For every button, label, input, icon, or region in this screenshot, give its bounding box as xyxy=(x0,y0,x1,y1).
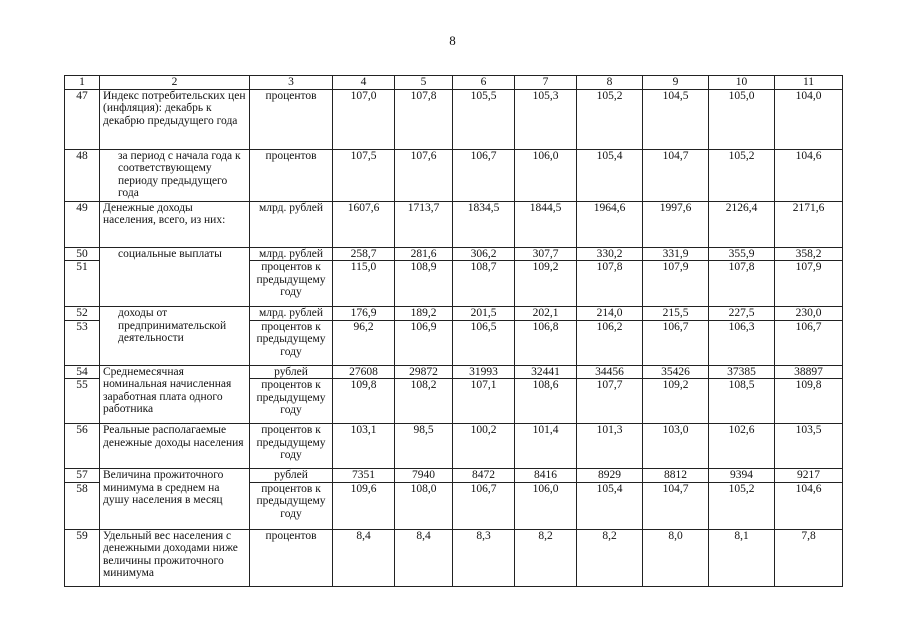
value-cell: 109,8 xyxy=(333,379,395,424)
value-cell: 104,6 xyxy=(775,149,843,201)
value-cell: 105,0 xyxy=(709,89,775,149)
value-cell: 330,2 xyxy=(577,247,643,261)
value-cell: 109,6 xyxy=(333,482,395,529)
unit-cell: процентов к предыдущему году xyxy=(250,320,333,365)
value-cell: 106,9 xyxy=(395,320,453,365)
value-cell: 27608 xyxy=(333,365,395,379)
value-cell: 106,7 xyxy=(775,320,843,365)
table-row xyxy=(65,247,843,261)
value-cell: 258,7 xyxy=(333,247,395,261)
value-cell: 109,2 xyxy=(643,379,709,424)
indicator-cell: доходы от предпринимательской деятельности xyxy=(100,307,250,366)
value-cell: 201,5 xyxy=(453,307,515,321)
value-cell: 109,8 xyxy=(775,379,843,424)
unit-cell: млрд. рублей xyxy=(250,307,333,321)
value-cell: 2171,6 xyxy=(775,201,843,247)
indicator-cell: Реальные располагаемые денежные доходы населения xyxy=(100,424,250,469)
value-cell: 103,0 xyxy=(643,424,709,469)
value-cell: 355,9 xyxy=(709,247,775,261)
row-number-cell: 47 xyxy=(65,89,100,149)
value-cell: 107,5 xyxy=(333,149,395,201)
value-cell: 108,6 xyxy=(515,379,577,424)
header-cell: 1 xyxy=(65,76,100,90)
value-cell: 1713,7 xyxy=(395,201,453,247)
value-cell: 306,2 xyxy=(453,247,515,261)
value-cell: 108,9 xyxy=(395,261,453,307)
value-cell: 105,2 xyxy=(709,149,775,201)
unit-cell: процентов к предыдущему году xyxy=(250,261,333,307)
value-cell: 115,0 xyxy=(333,261,395,307)
value-cell: 105,4 xyxy=(577,149,643,201)
row-number-cell: 58 xyxy=(65,482,100,529)
value-cell: 8,2 xyxy=(577,529,643,586)
table-row xyxy=(65,149,843,201)
value-cell: 101,4 xyxy=(515,424,577,469)
value-cell: 104,6 xyxy=(775,482,843,529)
value-cell: 8929 xyxy=(577,469,643,483)
unit-cell: процентов xyxy=(250,149,333,201)
header-cell: 2 xyxy=(100,76,250,90)
table-row xyxy=(65,365,843,379)
value-cell: 104,7 xyxy=(643,149,709,201)
value-cell: 105,2 xyxy=(577,89,643,149)
table-row xyxy=(65,424,843,469)
value-cell: 108,5 xyxy=(709,379,775,424)
header-cell: 7 xyxy=(515,76,577,90)
value-cell: 1964,6 xyxy=(577,201,643,247)
unit-cell: процентов к предыдущему году xyxy=(250,379,333,424)
row-number-cell: 49 xyxy=(65,201,100,247)
table-row xyxy=(65,201,843,247)
table-row xyxy=(65,307,843,321)
value-cell: 106,0 xyxy=(515,482,577,529)
value-cell: 106,5 xyxy=(453,320,515,365)
value-cell: 108,0 xyxy=(395,482,453,529)
value-cell: 8416 xyxy=(515,469,577,483)
indicator-cell: Денежные доходы населения, всего, из них: xyxy=(100,201,250,247)
value-cell: 106,8 xyxy=(515,320,577,365)
value-cell: 106,7 xyxy=(453,149,515,201)
unit-cell: процентов к предыдущему году xyxy=(250,482,333,529)
value-cell: 109,2 xyxy=(515,261,577,307)
value-cell: 107,7 xyxy=(577,379,643,424)
row-number-cell: 50 xyxy=(65,247,100,261)
value-cell: 104,0 xyxy=(775,89,843,149)
value-cell: 214,0 xyxy=(577,307,643,321)
value-cell: 37385 xyxy=(709,365,775,379)
indicator-cell: Среднемесячная номинальная начисленная заработная плата одного работника xyxy=(100,365,250,424)
header-cell: 8 xyxy=(577,76,643,90)
unit-cell: рублей xyxy=(250,469,333,483)
row-number-cell: 54 xyxy=(65,365,100,379)
header-cell: 6 xyxy=(453,76,515,90)
value-cell: 2126,4 xyxy=(709,201,775,247)
value-cell: 104,7 xyxy=(643,482,709,529)
value-cell: 331,9 xyxy=(643,247,709,261)
value-cell: 107,8 xyxy=(577,261,643,307)
unit-cell: процентов xyxy=(250,89,333,149)
indicator-cell: социальные выплаты xyxy=(100,247,250,307)
indicator-cell: Индекс потребительских цен (инфляция): декабрь к декабрю предыдущего года xyxy=(100,89,250,149)
value-cell: 8,1 xyxy=(709,529,775,586)
unit-cell: млрд. рублей xyxy=(250,201,333,247)
header-cell: 3 xyxy=(250,76,333,90)
value-cell: 358,2 xyxy=(775,247,843,261)
value-cell: 107,8 xyxy=(395,89,453,149)
value-cell: 1607,6 xyxy=(333,201,395,247)
value-cell: 8,4 xyxy=(333,529,395,586)
value-cell: 38897 xyxy=(775,365,843,379)
value-cell: 107,6 xyxy=(395,149,453,201)
header-cell: 11 xyxy=(775,76,843,90)
value-cell: 215,5 xyxy=(643,307,709,321)
value-cell: 34456 xyxy=(577,365,643,379)
value-cell: 9394 xyxy=(709,469,775,483)
value-cell: 32441 xyxy=(515,365,577,379)
statistics-table xyxy=(64,75,843,587)
value-cell: 8,4 xyxy=(395,529,453,586)
value-cell: 104,5 xyxy=(643,89,709,149)
unit-cell: рублей xyxy=(250,365,333,379)
value-cell: 1844,5 xyxy=(515,201,577,247)
header-cell: 9 xyxy=(643,76,709,90)
value-cell: 96,2 xyxy=(333,320,395,365)
row-number-cell: 53 xyxy=(65,320,100,365)
header-cell: 10 xyxy=(709,76,775,90)
value-cell: 107,9 xyxy=(775,261,843,307)
value-cell: 202,1 xyxy=(515,307,577,321)
value-cell: 103,1 xyxy=(333,424,395,469)
value-cell: 107,8 xyxy=(709,261,775,307)
value-cell: 8,0 xyxy=(643,529,709,586)
value-cell: 106,3 xyxy=(709,320,775,365)
value-cell: 106,2 xyxy=(577,320,643,365)
value-cell: 100,2 xyxy=(453,424,515,469)
value-cell: 8,2 xyxy=(515,529,577,586)
header-cell: 4 xyxy=(333,76,395,90)
row-number-cell: 56 xyxy=(65,424,100,469)
value-cell: 7940 xyxy=(395,469,453,483)
value-cell: 8812 xyxy=(643,469,709,483)
indicator-cell: Величина прожиточного минимума в среднем на душу населения в месяц xyxy=(100,469,250,530)
row-number-cell: 48 xyxy=(65,149,100,201)
row-number-cell: 55 xyxy=(65,379,100,424)
value-cell: 7,8 xyxy=(775,529,843,586)
value-cell: 8,3 xyxy=(453,529,515,586)
value-cell: 107,9 xyxy=(643,261,709,307)
unit-cell: процентов к предыдущему году xyxy=(250,424,333,469)
value-cell: 107,0 xyxy=(333,89,395,149)
page-number: 8 xyxy=(449,33,456,48)
row-number-cell: 57 xyxy=(65,469,100,483)
row-number-cell: 51 xyxy=(65,261,100,307)
value-cell: 307,7 xyxy=(515,247,577,261)
value-cell: 281,6 xyxy=(395,247,453,261)
value-cell: 35426 xyxy=(643,365,709,379)
table-row xyxy=(65,89,843,149)
value-cell: 98,5 xyxy=(395,424,453,469)
value-cell: 101,3 xyxy=(577,424,643,469)
value-cell: 8472 xyxy=(453,469,515,483)
value-cell: 108,2 xyxy=(395,379,453,424)
table-row xyxy=(65,529,843,586)
value-cell: 29872 xyxy=(395,365,453,379)
value-cell: 102,6 xyxy=(709,424,775,469)
value-cell: 176,9 xyxy=(333,307,395,321)
header-cell: 5 xyxy=(395,76,453,90)
value-cell: 106,0 xyxy=(515,149,577,201)
value-cell: 105,3 xyxy=(515,89,577,149)
value-cell: 9217 xyxy=(775,469,843,483)
unit-cell: млрд. рублей xyxy=(250,247,333,261)
row-number-cell: 52 xyxy=(65,307,100,321)
indicator-cell: Удельный вес населения с денежными доходами ниже величины прожиточного минимума xyxy=(100,529,250,586)
value-cell: 1997,6 xyxy=(643,201,709,247)
header-row xyxy=(65,76,843,90)
value-cell: 105,5 xyxy=(453,89,515,149)
value-cell: 189,2 xyxy=(395,307,453,321)
indicator-cell: за период с начала года к соответствующему периоду предыдущего года xyxy=(100,149,250,201)
value-cell: 106,7 xyxy=(643,320,709,365)
value-cell: 103,5 xyxy=(775,424,843,469)
value-cell: 106,7 xyxy=(453,482,515,529)
value-cell: 227,5 xyxy=(709,307,775,321)
value-cell: 107,1 xyxy=(453,379,515,424)
value-cell: 7351 xyxy=(333,469,395,483)
value-cell: 31993 xyxy=(453,365,515,379)
value-cell: 1834,5 xyxy=(453,201,515,247)
value-cell: 105,2 xyxy=(709,482,775,529)
row-number-cell: 59 xyxy=(65,529,100,586)
value-cell: 108,7 xyxy=(453,261,515,307)
value-cell: 105,4 xyxy=(577,482,643,529)
unit-cell: процентов xyxy=(250,529,333,586)
table-row xyxy=(65,469,843,483)
value-cell: 230,0 xyxy=(775,307,843,321)
